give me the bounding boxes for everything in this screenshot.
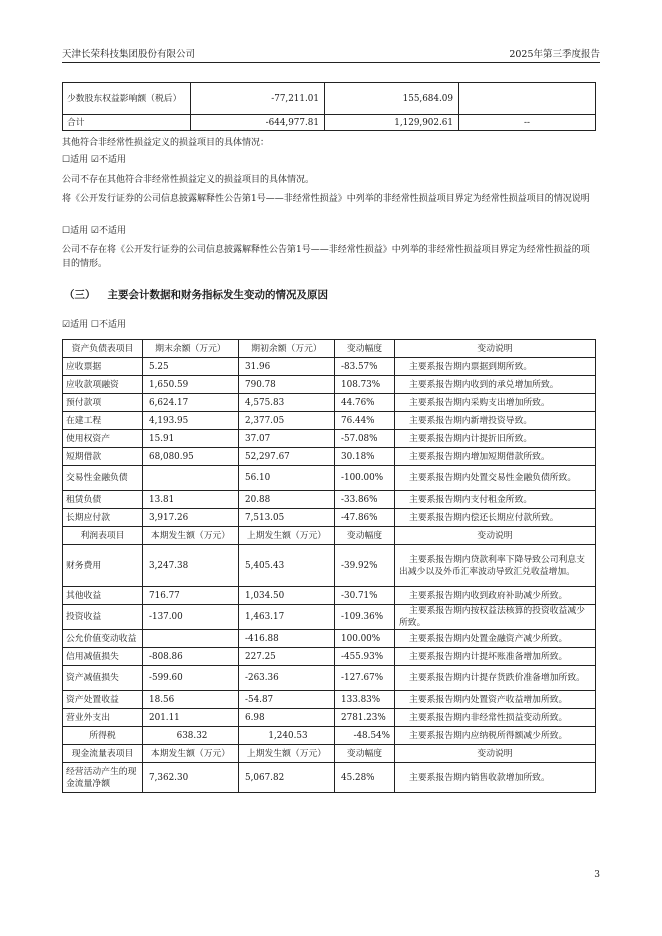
- table-row: [63, 727, 596, 745]
- prior-value: 37.07: [239, 430, 335, 448]
- current-value: 3,247.38: [143, 545, 239, 587]
- column-header: 上期发生额（万元）: [239, 745, 335, 763]
- current-value: 68,080.95: [143, 448, 239, 466]
- applicability-option: ☐适用 ☑不适用: [62, 155, 126, 165]
- change-rate: 76.44%: [335, 412, 395, 430]
- financial-change-table: [62, 339, 596, 793]
- change-rate: -127.67%: [335, 666, 395, 691]
- item-name: 使用权资产: [63, 430, 143, 448]
- change-reason: 主要系报告期内增加短期借款所致。: [395, 448, 596, 466]
- change-reason: 主要系报告期内贷款利率下降导致公司利息支出减少以及外币汇率波动导致汇兑收益增加。: [395, 545, 596, 587]
- current-value: 4,193.95: [143, 412, 239, 430]
- table-row: [63, 509, 596, 527]
- column-header: 本期发生额（万元）: [143, 527, 239, 545]
- change-reason: 主要系报告期内采购支出增加所致。: [395, 394, 596, 412]
- current-value: 1,650.59: [143, 376, 239, 394]
- item-name: 应收款项融资: [63, 376, 143, 394]
- change-rate: -57.08%: [335, 430, 395, 448]
- change-reason: 主要系报告期内应纳税所得额减少所致。: [395, 727, 596, 745]
- table-row: [63, 491, 596, 509]
- current-value: 13.81: [143, 491, 239, 509]
- table-row: [63, 448, 596, 466]
- column-header: 期初余额（万元）: [239, 340, 335, 358]
- item-name: 公允价值变动收益: [63, 630, 143, 648]
- table-row: [63, 666, 596, 691]
- page-header: [62, 46, 600, 60]
- item-name: 短期借款: [63, 448, 143, 466]
- prior-value: 20.88: [239, 491, 335, 509]
- column-header: 本期发生额（万元）: [143, 745, 239, 763]
- change-reason: 主要系报告期内计提坏账准备增加所致。: [395, 648, 596, 666]
- table-row: [63, 763, 596, 793]
- current-value: 18.56: [143, 691, 239, 709]
- item-name: 应收票据: [63, 358, 143, 376]
- table-row: [63, 630, 596, 648]
- change-reason: 主要系报告期内收到政府补助减少所致。: [395, 587, 596, 605]
- prior-value: -416.88: [239, 630, 335, 648]
- table-row: [63, 466, 596, 491]
- change-rate: -39.92%: [335, 545, 395, 587]
- current-value: 6,624.17: [143, 394, 239, 412]
- table-row: [63, 587, 596, 605]
- change-rate: 2781.23%: [335, 709, 395, 727]
- column-header: 变动说明: [395, 340, 596, 358]
- column-header: 期末余额（万元）: [143, 340, 239, 358]
- change-reason: 主要系报告期内计提折旧所致。: [395, 430, 596, 448]
- change-rate: -48.54%: [335, 727, 395, 745]
- item-name: 在建工程: [63, 412, 143, 430]
- change-reason: 主要系报告期内非经常性损益变动所致。: [395, 709, 596, 727]
- header-divider: [62, 62, 600, 63]
- prior-value: 7,513.05: [239, 509, 335, 527]
- change-reason: 主要系报告期内处置金融资产减少所致。: [395, 630, 596, 648]
- current-value: [143, 466, 239, 491]
- prior-value: 1,240.53: [239, 727, 335, 745]
- item-name: 预付款项: [63, 394, 143, 412]
- change-reason: 主要系报告期内处置资产收益增加所致。: [395, 691, 596, 709]
- table-header-row: [63, 527, 596, 545]
- current-value: 15.91: [143, 430, 239, 448]
- change-rate: 100.00%: [335, 630, 395, 648]
- prior-value: 1,463.17: [239, 605, 335, 630]
- prior-value: 56.10: [239, 466, 335, 491]
- table-row: [63, 430, 596, 448]
- prior-value: 1,034.50: [239, 587, 335, 605]
- prior-value: 5,405.43: [239, 545, 335, 587]
- applicability-option: ☑适用 ☐不适用: [62, 320, 126, 330]
- header-company: 天津长荣科技集团股份有限公司: [62, 49, 196, 60]
- change-rate: -455.93%: [335, 648, 395, 666]
- header-report-title: 2025年第三季度报告: [509, 49, 600, 60]
- item-name: 营业外支出: [63, 709, 143, 727]
- table-header-row: [63, 745, 596, 763]
- change-rate: 45.28%: [335, 763, 395, 793]
- change-rate: 44.76%: [335, 394, 395, 412]
- change-rate: -33.86%: [335, 491, 395, 509]
- table-row: [63, 358, 596, 376]
- prior-value: 31.96: [239, 358, 335, 376]
- column-header: 现金流量表项目: [63, 745, 143, 763]
- change-rate: 133.83%: [335, 691, 395, 709]
- item-name: 其他收益: [63, 587, 143, 605]
- change-rate: -83.57%: [335, 358, 395, 376]
- change-reason: 主要系报告期内处置交易性金融负债所致。: [395, 466, 596, 491]
- value-cell: -77,211.01: [191, 83, 325, 115]
- column-header: 上期发生额（万元）: [239, 527, 335, 545]
- prior-value: -263.36: [239, 666, 335, 691]
- current-value: 3,917.26: [143, 509, 239, 527]
- current-value: 201.11: [143, 709, 239, 727]
- current-value: 638.32: [143, 727, 239, 745]
- item-name: 信用减值损失: [63, 648, 143, 666]
- table-row: [63, 605, 596, 630]
- table-row: [63, 545, 596, 587]
- prior-value: 6.98: [239, 709, 335, 727]
- table-row: [63, 691, 596, 709]
- column-header: 变动幅度: [335, 527, 395, 545]
- prior-value: 227.25: [239, 648, 335, 666]
- current-value: -808.86: [143, 648, 239, 666]
- table-row: [63, 83, 596, 115]
- change-reason: 主要系报告期内新增投资导致。: [395, 412, 596, 430]
- change-reason: 主要系报告期内销售收款增加所致。: [395, 763, 596, 793]
- prior-value: 2,377.05: [239, 412, 335, 430]
- section-title: 主要会计数据和财务指标发生变动的情况及原因: [107, 289, 328, 301]
- change-reason: 主要系报告期内偿还长期应付款所致。: [395, 509, 596, 527]
- prior-value: -54.87: [239, 691, 335, 709]
- item-name: 财务费用: [63, 545, 143, 587]
- value-cell: -644,977.81: [191, 115, 325, 131]
- table-row: [63, 648, 596, 666]
- section-number: （三）: [64, 289, 96, 301]
- current-value: [143, 630, 239, 648]
- value-cell: 155,684.09: [325, 83, 459, 115]
- item-name: 所得税: [63, 727, 143, 745]
- table-row: [63, 394, 596, 412]
- paragraph: 公司不存在将《公开发行证券的公司信息披露解释性公告第1号——非经常性损益》中列举的非经常性损益项目界定为经常性损益的项目的情形。: [62, 245, 590, 269]
- section-heading: [64, 287, 340, 302]
- column-header: 变动幅度: [335, 745, 395, 763]
- value-cell: 1,129,902.61: [325, 115, 459, 131]
- column-header: 变动幅度: [335, 340, 395, 358]
- table-row: [63, 376, 596, 394]
- item-name: 投资收益: [63, 605, 143, 630]
- change-rate: -100.00%: [335, 466, 395, 491]
- page-number: 3: [594, 870, 600, 880]
- prior-value: 4,575.83: [239, 394, 335, 412]
- table-row: [63, 412, 596, 430]
- change-reason: 主要系报告期内计提存货跌价准备增加所致。: [395, 666, 596, 691]
- column-header: 利润表项目: [63, 527, 143, 545]
- column-header: 变动说明: [395, 527, 596, 545]
- item-name: 长期应付款: [63, 509, 143, 527]
- note-cell: --: [459, 115, 596, 131]
- change-rate: -47.86%: [335, 509, 395, 527]
- table-header-row: [63, 340, 596, 358]
- change-reason: 主要系报告期内收到的承兑增加所致。: [395, 376, 596, 394]
- item-name: 经营活动产生的现金流量净额: [63, 763, 143, 793]
- current-value: 7,362.30: [143, 763, 239, 793]
- current-value: -137.00: [143, 605, 239, 630]
- current-value: 5.25: [143, 358, 239, 376]
- current-value: -599.60: [143, 666, 239, 691]
- table-row: [63, 709, 596, 727]
- prior-value: 5,067.82: [239, 763, 335, 793]
- row-label: 少数股东权益影响额（税后）: [63, 83, 191, 115]
- non-recurring-summary-table: [62, 82, 596, 131]
- applicability-option: ☐适用 ☑不适用: [62, 226, 126, 236]
- column-header: 资产负债表项目: [63, 340, 143, 358]
- change-rate: 30.18%: [335, 448, 395, 466]
- current-value: 716.77: [143, 587, 239, 605]
- column-header: 变动说明: [395, 745, 596, 763]
- row-label: 合计: [63, 115, 191, 131]
- change-rate: -109.36%: [335, 605, 395, 630]
- item-name: 交易性金融负债: [63, 466, 143, 491]
- paragraph: 其他符合非经常性损益定义的损益项目的具体情况：: [62, 138, 270, 148]
- change-reason: 主要系报告期内按权益法核算的投资收益减少所致。: [395, 605, 596, 630]
- change-rate: 108.73%: [335, 376, 395, 394]
- change-reason: 主要系报告期内票据到期所致。: [395, 358, 596, 376]
- item-name: 租赁负债: [63, 491, 143, 509]
- paragraph: 将《公开发行证券的公司信息披露解释性公告第1号——非经常性损益》中列举的非经常性损益项目界定为经常性损益项目的情况说明: [62, 194, 590, 204]
- item-name: 资产处置收益: [63, 691, 143, 709]
- change-reason: 主要系报告期内支付租金所致。: [395, 491, 596, 509]
- change-rate: -30.71%: [335, 587, 395, 605]
- item-name: 资产减值损失: [63, 666, 143, 691]
- note-cell: [459, 83, 596, 115]
- table-row: [63, 115, 596, 131]
- paragraph: 公司不存在其他符合非经常性损益定义的损益项目的具体情况。: [62, 175, 315, 185]
- prior-value: 790.78: [239, 376, 335, 394]
- prior-value: 52,297.67: [239, 448, 335, 466]
